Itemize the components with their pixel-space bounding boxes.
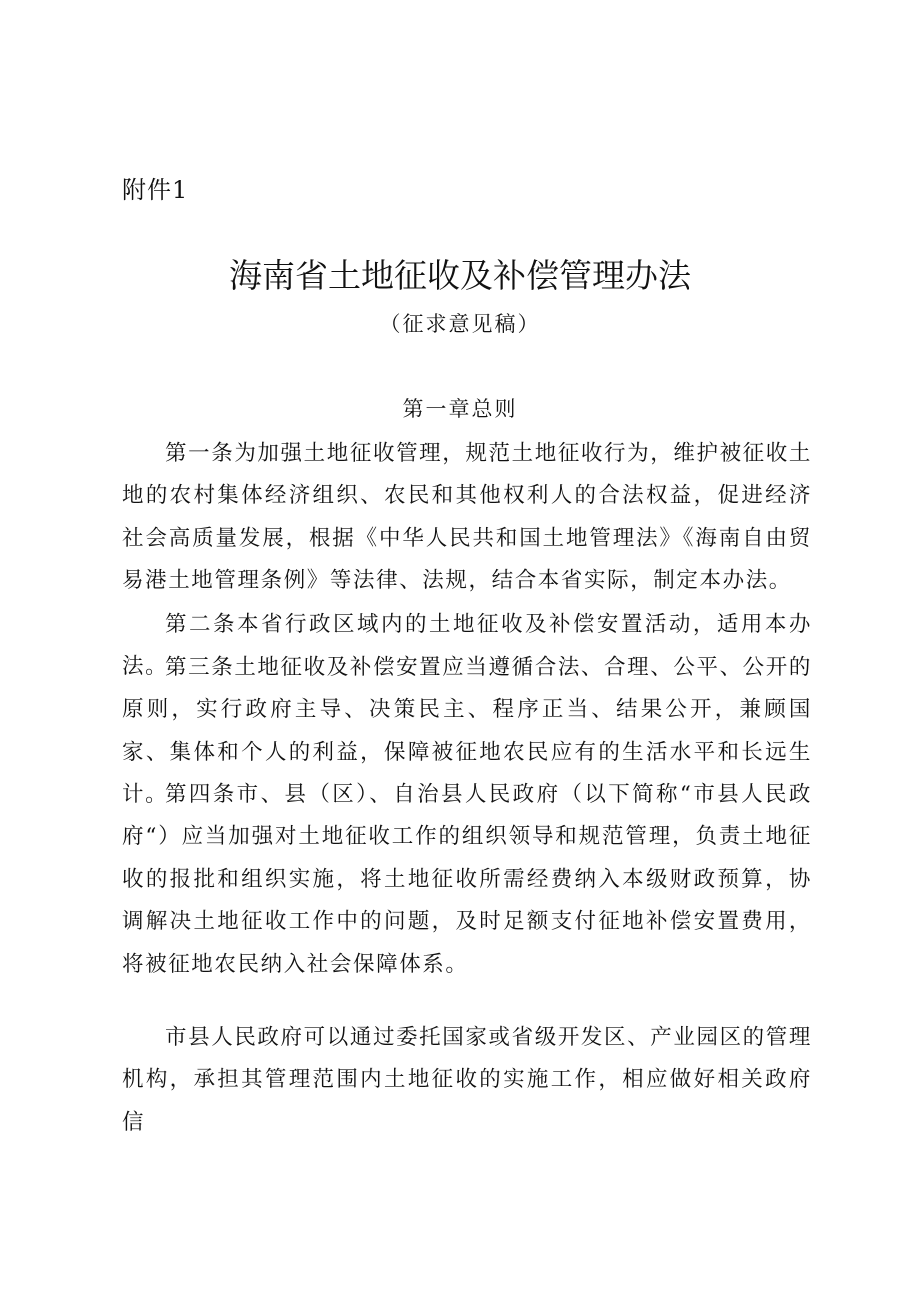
article-3-paragraph: 第三条土地征收及补偿安置应当遵循合法、合理、公平、公开的原则，实行政府主导、决策民主、程序正当、结果公开，兼顾国家、集体和个人的利益，保障被征地农民应有的生活水平和长远生计。 (122, 655, 812, 808)
attachment-label: 附件1 (122, 176, 189, 204)
document-title: 海南省土地征收及补偿管理办法 (229, 256, 691, 295)
article-4-continuation-paragraph: 市县人民政府可以通过委托国家或省级开发区、产业园区的管理机构，承担其管理范围内土地征收的实施工作，相应做好相关政府信 (122, 1025, 812, 1135)
document-subtitle: （征求意见稿） (379, 312, 541, 336)
chapter-heading: 第一章总则 (402, 397, 518, 421)
article-1-paragraph: 第一条为加强土地征收管理，规范土地征收行为，维护被征收土地的农村集体经济组织、农民和其他权利人的合法权益，促进经济社会高质量发展，根据《中华人民共和国土地管理法》《海南自由贸易港土地管理条例》等法律、法规，结合本省实际，制定本办法。 (122, 441, 812, 594)
article-2-paragraph: 第二条本省行政区域内的土地征收及补偿安置活动，适用本办法。 (122, 612, 812, 680)
article-4-paragraph: 第四条市、县（区）、自治县人民政府（以下简称“市县人民政府“）应当加强对土地征收工作的组织领导和规范管理，负责土地征收的报批和组织实施，将土地征收所需经费纳入本级财政预算，协调解决土地征收工作中的问题，及时足额支付征地补偿安置费用，将被征地农民纳入社会保障体系。 (122, 782, 812, 977)
